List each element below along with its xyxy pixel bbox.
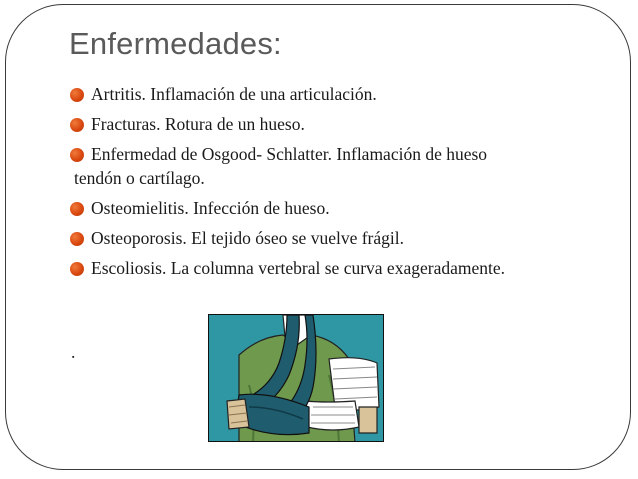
arm-sling-icon bbox=[209, 315, 384, 442]
bullet-dot-icon bbox=[70, 88, 84, 102]
bullet-dot-icon bbox=[70, 232, 84, 246]
bullet-text: Fracturas. Rotura de un hueso. bbox=[91, 114, 305, 134]
list-item bbox=[69, 256, 505, 280]
bullet-text: Artritis. Inflamación de una articulación. bbox=[91, 84, 377, 104]
bullet-dot-icon bbox=[70, 202, 84, 216]
bullet-dot-icon bbox=[70, 148, 84, 162]
list-item bbox=[69, 196, 505, 220]
bullet-text: Escoliosis. La columna vertebral se curva exageradamente. bbox=[91, 258, 505, 278]
bullet-dot-icon bbox=[70, 118, 84, 132]
slide-title: Enfermedades: bbox=[69, 26, 282, 61]
bullet-text-continuation: tendón o cartílago. bbox=[74, 168, 205, 188]
list-item bbox=[69, 112, 505, 136]
bullet-dot-icon bbox=[70, 262, 84, 276]
list-item bbox=[69, 82, 505, 106]
list-item bbox=[69, 142, 505, 190]
trailing-period: . bbox=[71, 342, 76, 362]
arm-sling-illustration bbox=[208, 314, 384, 442]
bullet-list bbox=[69, 82, 505, 286]
list-item bbox=[69, 226, 505, 250]
bullet-text: Enfermedad de Osgood- Schlatter. Inflamación de hueso bbox=[91, 144, 488, 164]
bullet-text: Osteomielitis. Infección de hueso. bbox=[91, 198, 330, 218]
bullet-text: Osteoporosis. El tejido óseo se vuelve frágil. bbox=[91, 228, 404, 248]
